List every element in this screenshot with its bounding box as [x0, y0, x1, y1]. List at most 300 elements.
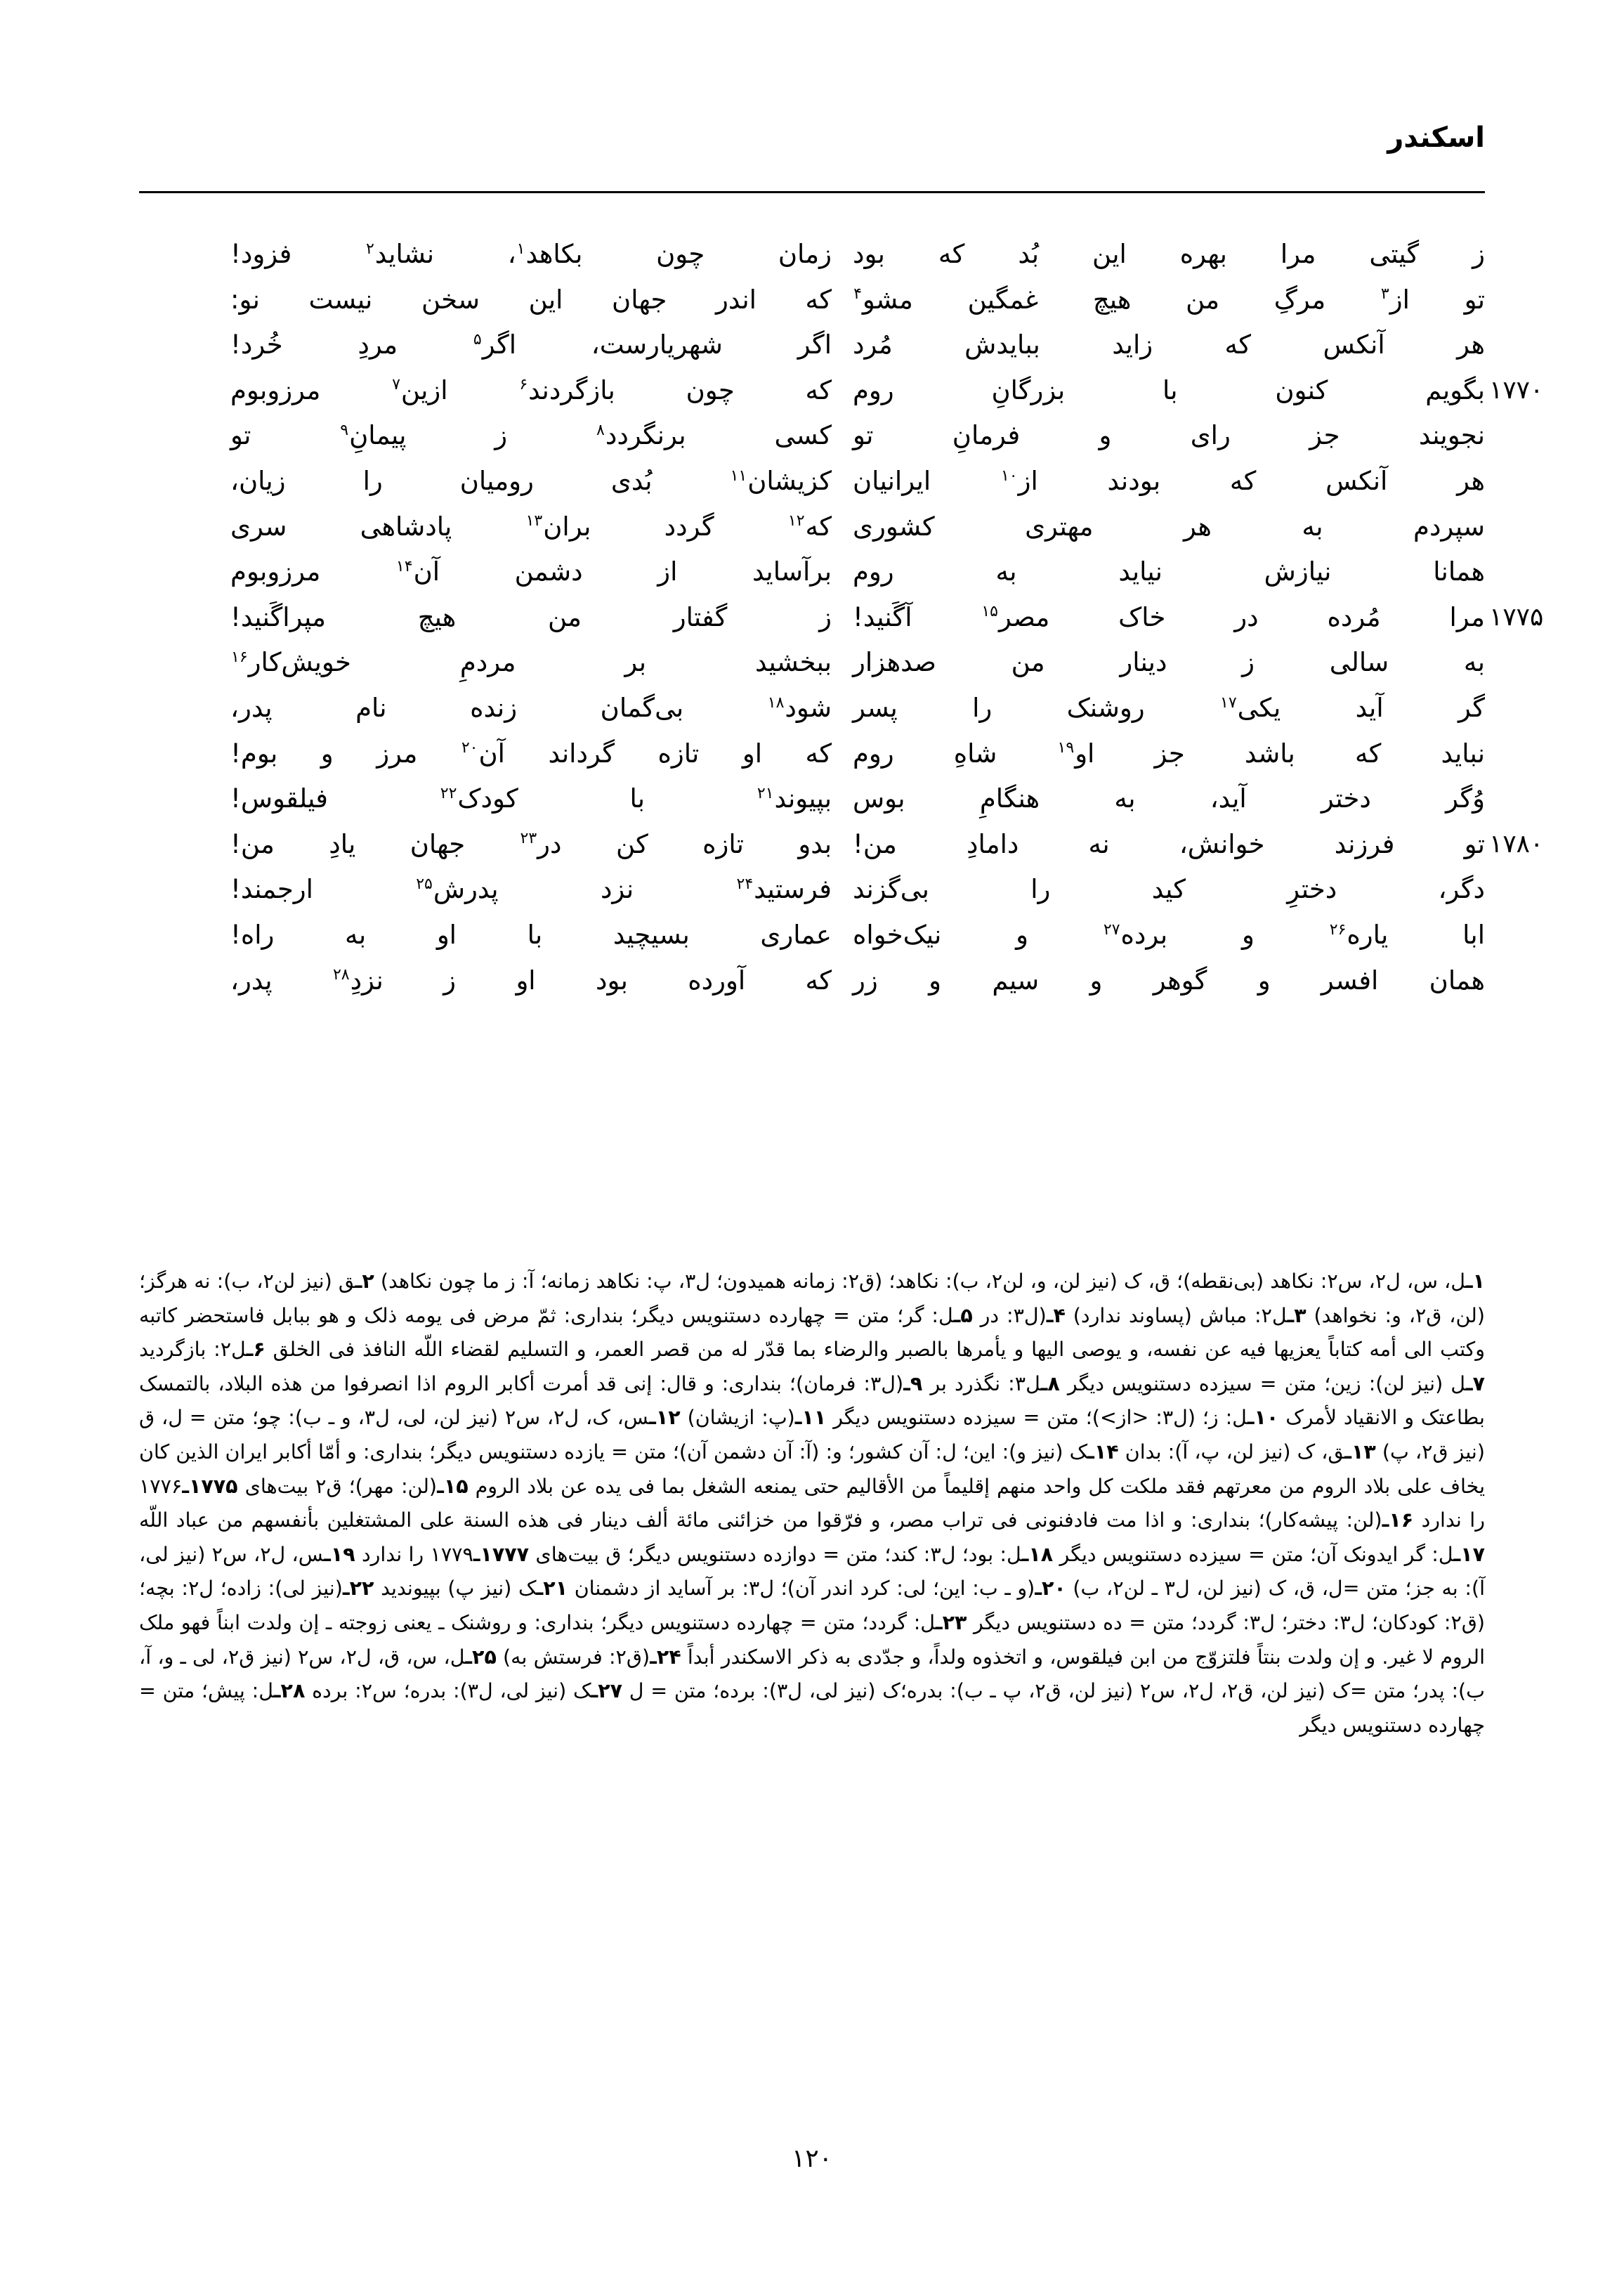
- verse-word: فرزند: [1334, 828, 1395, 859]
- verse-word: جهان: [612, 284, 667, 315]
- verse-word: هیچ: [417, 601, 457, 632]
- hemistich-first-text: [853, 322, 1485, 367]
- hemistich-second-text: [230, 322, 832, 367]
- verse-word: راه!: [230, 919, 275, 950]
- verse-word: باشد: [1244, 738, 1295, 769]
- apparatus-note-index: ۱۳ـ: [1344, 1440, 1376, 1463]
- verse-word: آن$^{۱۴}$: [395, 556, 440, 587]
- hemistich-second-text: [230, 867, 832, 912]
- verse-word: من!: [230, 828, 275, 859]
- verse-word: بی‌گمان: [600, 692, 684, 723]
- verse-word: چون: [686, 374, 735, 405]
- verse-word: به: [1114, 783, 1136, 814]
- apparatus-note-index: ۲۳ـ: [935, 1610, 967, 1634]
- hemistich-second: [230, 595, 832, 640]
- hemistich-first-text: [853, 958, 1485, 1003]
- hemistich-second-text: [230, 595, 832, 640]
- verse-word: در: [1234, 601, 1259, 632]
- footnote-marker: ۱۵: [981, 603, 998, 621]
- footnote-marker: ۲۲: [440, 784, 457, 802]
- hemistich-second-text: [230, 413, 832, 458]
- verse-word: دشمن: [514, 556, 583, 587]
- hemistich-second-text: [230, 958, 832, 1003]
- verse-word: اندر: [716, 284, 757, 315]
- hemistich-second: [230, 549, 832, 594]
- footnote-marker: ۲۱: [757, 784, 774, 802]
- verse-word: مهتری: [1025, 511, 1094, 542]
- verse-word: بگویم: [1425, 374, 1485, 405]
- verse-word: زمان: [778, 239, 832, 269]
- verse-word: روشنک: [1066, 692, 1145, 723]
- verse-word: ز: [495, 420, 508, 451]
- verse-word: فزود!: [230, 239, 292, 269]
- verse-word: گفتار: [673, 601, 728, 632]
- hemistich-first-text: [853, 232, 1485, 277]
- hemistich-first: [832, 686, 1485, 731]
- footnote-marker: ۴: [853, 285, 862, 304]
- verse-word: بُد: [1018, 239, 1040, 269]
- apparatus-note-index: ۱۶ـ: [1382, 1508, 1414, 1532]
- apparatus-note-index: ۱ـ: [1465, 1270, 1485, 1293]
- verse-word: بکاهد$^۱$،: [507, 239, 583, 269]
- verse-word: و: [1089, 965, 1103, 996]
- hemistich-first: [832, 322, 1485, 367]
- verse-word: و: [929, 965, 941, 996]
- verse-word: جهان: [410, 828, 466, 859]
- verse-word: وُگر: [1446, 783, 1485, 814]
- verse-word: به: [345, 919, 367, 950]
- footnote-marker: ۷: [392, 376, 400, 394]
- critical-apparatus: [139, 1265, 1485, 1742]
- verse-word: آگَنید!: [853, 601, 912, 632]
- hemistich-first-text: [853, 640, 1485, 685]
- footnote-marker: ۲۵: [416, 875, 433, 893]
- hemistich-first: [832, 913, 1485, 958]
- verse-word: که: [805, 738, 832, 769]
- footnote-marker: ۲۴: [736, 875, 754, 893]
- verse-word: که: [1224, 330, 1251, 360]
- verse-word: و: [1099, 420, 1112, 451]
- verse-word: مردمِ: [459, 647, 516, 678]
- verse-line: [139, 595, 1544, 641]
- hemistich-second-text: [230, 278, 832, 322]
- apparatus-note-index: ۲۲ـ: [342, 1577, 374, 1600]
- verse-word: بزرگانِ: [991, 374, 1066, 405]
- footnote-marker: ۵: [473, 330, 482, 348]
- hemistich-second: [230, 368, 832, 413]
- header-divider-rule: [139, 191, 1485, 193]
- verse-line: [139, 459, 1485, 504]
- verse-word: که: [938, 239, 965, 269]
- verse-word: به: [1463, 647, 1485, 678]
- apparatus-note-index: ۱۵ـ: [437, 1474, 469, 1498]
- folio-number: ۱۲۰: [791, 2144, 832, 2173]
- footnote-marker: ۳: [1380, 285, 1389, 304]
- apparatus-note-index: ۷ـ: [1465, 1371, 1485, 1395]
- hemistich-second: [230, 867, 832, 912]
- verse-word: آید: [1355, 692, 1384, 723]
- footnote-marker: ۲۰: [461, 739, 478, 757]
- verse-word: که: [805, 965, 832, 996]
- verse-word: فیلقوس!: [230, 783, 328, 814]
- verse-word: او$^{۱۹}$: [1057, 738, 1095, 769]
- verse-word: سالی: [1329, 647, 1389, 678]
- verse-word: آید،: [1210, 783, 1247, 814]
- hemistich-second-text: [230, 459, 832, 504]
- hemistich-first: [832, 232, 1485, 277]
- apparatus-note-index: ۶ـ: [246, 1338, 266, 1362]
- verse-word: بازگردند$^۶$: [519, 374, 615, 405]
- apparatus-note-index: ۱۰ـ: [1247, 1406, 1279, 1430]
- footnote-marker: ۸: [596, 422, 605, 440]
- apparatus-note-index: ۲۴ـ: [650, 1645, 681, 1669]
- apparatus-note-index: ۳ـ: [1287, 1303, 1307, 1327]
- verse-word: و: [1016, 919, 1029, 950]
- running-head-title: اسکندر: [1387, 122, 1485, 154]
- apparatus-note-index: ۲۰ـ: [1035, 1577, 1066, 1600]
- verse-word: در$^{۲۳}$: [520, 828, 562, 859]
- hemistich-second-text: [230, 640, 832, 685]
- hemistich-first: [832, 368, 1544, 413]
- verse-word: آنکس: [1325, 465, 1388, 496]
- verse-word: خوانش،: [1179, 828, 1265, 859]
- verse-word: نیست: [308, 284, 373, 315]
- verse-word: دینار: [1120, 647, 1167, 678]
- verse-word: بود: [853, 239, 885, 269]
- verse-word: با: [629, 783, 646, 814]
- hemistich-second-text: [230, 913, 832, 958]
- hemistich-second-text: [230, 731, 832, 776]
- verse-line: [139, 913, 1485, 958]
- verse-word: جز: [1309, 420, 1340, 451]
- verse-word: بر: [624, 647, 647, 678]
- hemistich-first-text: [853, 278, 1485, 322]
- page-header: [139, 124, 1485, 208]
- verse-word: تو: [853, 420, 874, 451]
- verse-word: کن: [615, 828, 648, 859]
- verse-word: نباید: [1441, 738, 1485, 769]
- hemistich-first: [832, 867, 1485, 912]
- verse-word: کودک$^{۲۲}$: [440, 783, 518, 814]
- verse-word: به: [1302, 511, 1323, 542]
- verse-word: شهریارست،: [591, 330, 723, 360]
- verse-word: بسیچید: [613, 919, 690, 950]
- verse-word: گوهر: [1153, 965, 1207, 996]
- verse-word: شود$^{۱۸}$: [767, 692, 832, 723]
- hemistich-second: [230, 776, 832, 821]
- verse-word: پیمانِ$^۹$: [340, 420, 407, 451]
- footnote-marker: ۱۲: [787, 512, 805, 530]
- apparatus-paragraph: ۱ـل، س، ل۲، س۲: نکاهد (بی‌نقطه)؛ ق، ک (نیز لن، و، لن۲، ب): نکاهد؛ (ق۲: زمانه همیدون؛ ل۳، پ: نکاهد زمانه؛ آ: ز ما چون نکاهد) ۲ـق (نیز لن۲، ب): نه هرگز؛ (لن، ق۲، و: نخواهد) ۳ـل۲: مباش (پساوند ندارد) ۴ـ(ل۳: در ۵ـل: گر؛ متن = چهارده دستنویس دیگر؛ بنداری: ثمّ مرض فی یومه ذلک و هو ببابل فاستحضر کاتبه وکتب الی أمه کتاباً یعزیها فیه عن نفسه، و یوصی الیها و یأمرها بالصبر والرضاء بما قدّر له من قصر العمر، و التسلیم لقضاء اللّه النافذ فی الخلق ۶ـل۲: بازگردید ۷ـل (نیز لن): زین؛ متن = سیزده دستنویس دیگر ۸ـل۳: نگذرد بر ۹ـ(ل۳: فرمان)؛ بنداری: و قال: إنی قد أمرت أکابر الروم اذا انصرفوا من هذه البلاد، بالتمسک بطاعتک و الانقیاد لأمرک ۱۰ـل: ز؛ (ل۳: <از>)؛ متن = سیزده دستنویس دیگر ۱۱ـ(پ: ازیشان) ۱۲ـس، ک، ل۲، س۲ (نیز لن، لی، ل۳، و ـ ب): چو؛ متن = ل، ق (نیز ق۲، پ) ۱۳ـق، ک (نیز لن، پ، آ): بدان ۱۴ـک (نیز و): این؛ ل: آن کشور؛ و: (آ: آن دشمن آن)؛ متن = یازده دستنویس دیگر؛ بنداری: و أمّا أکابر ایران الذین کان یخاف علی بلاد الروم من معرتهم فقد ملکت کل واحد منهم إقلیماً من الأقالیم حتی یمنعه الشغل بما فی یده عن بلاد الروم ۱۵ـ(لن: مهر)؛ ق۲ بیت‌های ۱۷۷۵ـ۱۷۷۶ را ندارد ۱۶ـ(لن: پیشه‌کار)؛ بنداری: و اذا مت فادفنونی فی تراب مصر، و فرّقوا من خزائنی مائة ألف دینار فی هذه السنة علی المشتغلین بأنفسهم من عباد اللّه ۱۷ـل: گر ایدونک آن؛ متن = سیزده دستنویس دیگر ۱۸ـل: بود؛ ل۳: کند؛ متن = دوازده دستنویس دیگر؛ ق بیت‌های ۱۷۷۷ـ۱۷۷۹ را ندارد ۱۹ـس، ل۲، س۲ (نیز لی، آ): به جز؛ متن =ل، ق، ک (نیز لن، ل۳ ـ لن۲، ب) ۲۰ـ(و ـ ب: این؛ لی: کرد اندر آن)؛ ل۳: بر آساید از دشمنان ۲۱ـک (نیز پ) بپیوندید ۲۲ـ(نیز لی): زاده؛ ل۲: بچه؛ (ق۲: کودکان؛ ل۳: دختر؛ ل۳: گردد؛ متن = ده دستنویس دیگر ۲۳ـل: گردد؛ متن = چهارده دستنویس دیگر؛ بنداری: و روشنک ـ یعنی زوجته ـ إن ولدت ابناً فهو ملک الروم لا غیر. و إن ولدت بنتاً فلتزوّج من ابن فیلقوس، و اتخذوه ولداً، و جدّدی به ذکر الاسکندر أبداً ۲۴ـ(ق۲: فرستش به) ۲۵ـل، س، ق، ل۲، س۲ (نیز ق۲، لی ـ و، آ، ب): پدر؛ متن =ک (نیز لن، ق۲، ل۲، س۲ (نیز لن، ق۲، پ ـ ب): بدره؛ک (نیز لی، ل۳): برده؛ متن = ل ۲۷ـک (نیز لی، ل۳): بدره؛ س۲: برده ۲۸ـل: پیش؛ متن = چهارده دستنویس دیگر: [139, 1270, 1486, 1737]
- hemistich-first-text: [853, 504, 1485, 549]
- verse-word: او: [436, 919, 457, 950]
- verse-word: پسر: [853, 692, 898, 723]
- verse-word: دخترِ: [1287, 874, 1337, 905]
- verse-word: مرزوبوم: [230, 374, 321, 405]
- footnote-marker: ۱: [516, 240, 525, 258]
- verse-word: نیازش: [1264, 556, 1332, 587]
- verse-word: کشوری: [853, 511, 935, 542]
- hemistich-second: [230, 913, 832, 958]
- verse-word: این: [1092, 239, 1127, 269]
- verse-word: او: [516, 965, 536, 996]
- footnote-marker: ۱۷: [1220, 693, 1237, 712]
- footnote-marker: ۲۸: [332, 966, 350, 984]
- verse-line: [139, 368, 1544, 414]
- hemistich-second: [230, 731, 832, 776]
- apparatus-note-index: ۲۷ـ: [591, 1679, 623, 1703]
- verse-word: بوم!: [230, 738, 278, 769]
- verse-word: تو: [1464, 284, 1485, 315]
- verse-word: شاهِ: [953, 738, 997, 769]
- apparatus-note-index: ۵ـ: [953, 1303, 973, 1327]
- footnote-marker: ۱۴: [395, 557, 413, 575]
- verse-word: ز: [443, 965, 457, 996]
- apparatus-note-index: ۱۷ـ: [1453, 1542, 1485, 1566]
- verse-word: زنده: [470, 692, 518, 723]
- verse-word: تازه: [657, 738, 700, 769]
- verse-word: را: [362, 465, 383, 496]
- verse-word: تو: [1464, 828, 1485, 859]
- footnote-marker: ۶: [519, 376, 528, 394]
- verse-word: رومیان: [459, 465, 534, 496]
- verse-word: پدرش$^{۲۵}$: [416, 874, 499, 905]
- verse-word: بدو: [798, 828, 832, 859]
- verse-word: تو: [230, 420, 251, 451]
- verse-word: بودند: [1107, 465, 1161, 496]
- hemistich-second: [230, 278, 832, 322]
- verse-word: روم: [853, 738, 894, 769]
- verse-word: که: [1354, 738, 1382, 769]
- verse-word: و: [1242, 919, 1255, 950]
- verse-word: نو:: [230, 284, 260, 315]
- footnote-marker: ۱۸: [767, 693, 785, 712]
- verse-word: به: [995, 556, 1017, 587]
- verse-word: هنگامِ: [979, 783, 1040, 814]
- verse-line: [139, 867, 1485, 913]
- verse-word: سری: [230, 511, 287, 542]
- apparatus-note-index: ۱۷۷۷ـ: [473, 1542, 530, 1566]
- verse-word: مُرده: [1327, 601, 1381, 632]
- verse-word: و: [1257, 965, 1271, 996]
- apparatus-note-index: ۴ـ: [1046, 1303, 1066, 1327]
- verse-word: سخن: [421, 284, 480, 315]
- verse-word: این: [528, 284, 563, 315]
- verse-word: مصر$^{۱۵}$: [981, 601, 1050, 632]
- footnote-marker: ۲۷: [1103, 920, 1120, 939]
- verse-line: [139, 232, 1485, 278]
- footnote-marker: ۲۳: [520, 830, 537, 848]
- apparatus-note-index: ۲۸ـ: [273, 1679, 306, 1703]
- verse-word: ابا: [1462, 919, 1485, 950]
- verse-number: ۱۷۷۰: [1489, 375, 1544, 405]
- apparatus-note-index: ۱۴ـ: [1087, 1440, 1119, 1463]
- verse-line: [139, 731, 1485, 777]
- verse-word: با: [527, 919, 543, 950]
- footnote-marker: ۱۱: [730, 467, 747, 485]
- verse-word: ببخشید: [755, 647, 832, 678]
- footnote-marker: ۱۰: [1000, 467, 1018, 485]
- verse-word: مرز: [376, 738, 418, 769]
- verse-word: نام: [355, 692, 387, 723]
- hemistich-first: [832, 822, 1544, 867]
- verse-word: هر: [1183, 511, 1212, 542]
- verse-line: [139, 640, 1485, 686]
- footnote-marker: ۱۶: [231, 648, 248, 667]
- hemistich-first: [832, 278, 1485, 322]
- footnote-marker: ۱۹: [1057, 739, 1075, 757]
- verse-word: برنگردد$^۸$: [596, 420, 686, 451]
- hemistich-first-text: [853, 368, 1485, 413]
- verse-word: افسر: [1321, 965, 1379, 996]
- hemistich-first-text: [853, 459, 1485, 504]
- verse-word: مشو$^۴$: [853, 284, 913, 315]
- verse-word: یاره$^{۲۶}$: [1329, 919, 1389, 950]
- apparatus-note-index: ۲ـ: [355, 1270, 374, 1293]
- hemistich-second-text: [230, 504, 832, 549]
- verse-line: [139, 776, 1485, 822]
- verse-word: همانا: [1433, 556, 1485, 587]
- hemistich-second-text: [230, 776, 832, 821]
- verse-word: کید: [1151, 874, 1186, 905]
- verse-word: همان: [1429, 965, 1485, 996]
- hemistich-first: [832, 595, 1544, 640]
- verse-word: زیان،: [230, 465, 286, 496]
- hemistich-second: [230, 958, 832, 1003]
- hemistich-first: [832, 958, 1485, 1003]
- verse-word: را: [1030, 874, 1051, 905]
- verse-word: فرمانِ: [952, 420, 1021, 451]
- footnote-marker: ۱۳: [525, 512, 543, 530]
- verse-word: اگر$^۵$: [473, 330, 516, 360]
- footnote-marker: ۲: [365, 240, 374, 258]
- verse-line: [139, 958, 1485, 1004]
- hemistich-second: [230, 822, 832, 867]
- verse-word: از$^{۱۰}$: [1000, 465, 1038, 496]
- verse-word: بی‌گزند: [853, 874, 929, 905]
- verse-word: سیم: [992, 965, 1040, 996]
- verse-word: بهره: [1179, 239, 1227, 269]
- hemistich-first-text: [853, 686, 1485, 731]
- verse-word: ز: [819, 601, 832, 632]
- verse-word: و: [320, 738, 334, 769]
- hemistich-first: [832, 504, 1485, 549]
- apparatus-note-index: ۱۱ـ: [794, 1406, 827, 1430]
- verse-word: یکی$^{۱۷}$: [1220, 692, 1281, 723]
- verse-block: [139, 232, 1544, 1003]
- verse-word: مردِ: [358, 330, 398, 360]
- verse-word: نزدِ$^{۲۸}$: [332, 965, 384, 996]
- verse-word: دختر: [1321, 783, 1371, 814]
- hemistich-first: [832, 640, 1485, 685]
- verse-word: بُدی: [610, 465, 653, 496]
- hemistich-first: [832, 549, 1485, 594]
- verse-word: من: [1011, 647, 1045, 678]
- verse-word: پدر،: [230, 965, 273, 996]
- apparatus-note-index: ۱۸ـ: [1021, 1542, 1054, 1566]
- verse-word: گر: [1458, 692, 1485, 723]
- hemistich-first-text: [853, 776, 1485, 821]
- hemistich-second-text: [230, 822, 832, 867]
- verse-number: ۱۷۷۵: [1489, 602, 1544, 632]
- verse-word: کزیشان$^{۱۱}$: [730, 465, 832, 496]
- verse-word: رای: [1190, 420, 1231, 451]
- verse-word: ز: [1242, 647, 1255, 678]
- verse-word: ز: [1472, 239, 1485, 269]
- verse-word: گرداند: [548, 738, 615, 769]
- verse-word: که: [805, 374, 832, 405]
- verse-word: ارجمند!: [230, 874, 313, 905]
- verse-word: هیچ: [1092, 284, 1132, 315]
- apparatus-note-index: ۱۹ـ: [324, 1542, 355, 1566]
- verse-word: اگر: [797, 330, 832, 360]
- verse-word: ایرانیان: [853, 465, 931, 496]
- hemistich-second-text: [230, 549, 832, 594]
- hemistich-second: [230, 504, 832, 549]
- apparatus-note-index: ۱۲ـ: [649, 1406, 681, 1430]
- verse-word: برده$^{۲۷}$: [1103, 919, 1168, 950]
- hemistich-first: [832, 776, 1485, 821]
- hemistich-first: [832, 731, 1485, 776]
- verse-word: از$^۳$: [1380, 284, 1410, 315]
- footnote-marker: ۹: [340, 422, 349, 440]
- verse-word: زر: [853, 965, 878, 996]
- hemistich-first-text: [853, 822, 1485, 867]
- verse-word: را: [972, 692, 993, 723]
- verse-word: نجویند: [1418, 420, 1485, 451]
- hemistich-second: [230, 640, 832, 685]
- verse-word: نیاید: [1118, 556, 1163, 587]
- hemistich-second-text: [230, 686, 832, 731]
- apparatus-note-index: ۲۵ـ: [465, 1645, 497, 1669]
- hemistich-second: [230, 413, 832, 458]
- verse-word: بود: [595, 965, 628, 996]
- verse-word: دامادِ: [967, 828, 1019, 859]
- verse-word: که$^{۱۲}$: [787, 511, 832, 542]
- verse-word: هر: [1457, 330, 1485, 360]
- hemistich-first-text: [853, 731, 1485, 776]
- verse-word: آن$^{۲۰}$: [461, 738, 505, 769]
- verse-word: یادِ: [329, 828, 356, 859]
- verse-word: بپیوند$^{۲۱}$: [757, 783, 832, 814]
- verse-word: فرستید$^{۲۴}$: [736, 874, 832, 905]
- hemistich-first: [832, 459, 1485, 504]
- verse-word: با: [1162, 374, 1178, 405]
- hemistich-second: [230, 686, 832, 731]
- verse-word: آورده: [688, 965, 746, 996]
- verse-word: تازه: [702, 828, 744, 859]
- verse-word: مرزوبوم: [230, 556, 321, 587]
- hemistich-first-text: [853, 549, 1485, 594]
- hemistich-second-text: [230, 368, 832, 413]
- verse-word: پادشاهی: [360, 511, 452, 542]
- verse-word: مرگِ: [1273, 284, 1326, 315]
- verse-line: [139, 322, 1485, 368]
- verse-word: روم: [853, 556, 894, 587]
- verse-word: که: [1229, 465, 1257, 496]
- verse-word: خُرد!: [230, 330, 283, 360]
- verse-word: من!: [853, 828, 897, 859]
- verse-word: دگر،: [1438, 874, 1485, 905]
- verse-word: نیک‌خواه: [853, 919, 942, 950]
- apparatus-note-index: ۲۱ـ: [536, 1577, 568, 1600]
- verse-word: خویش‌کار$^{۱۶}$: [231, 647, 351, 678]
- verse-line: [139, 413, 1485, 459]
- verse-word: مُرد: [853, 330, 893, 360]
- verse-word: روم: [853, 374, 894, 405]
- apparatus-note-index: ۸ـ: [1040, 1371, 1060, 1395]
- verse-word: که: [805, 284, 832, 315]
